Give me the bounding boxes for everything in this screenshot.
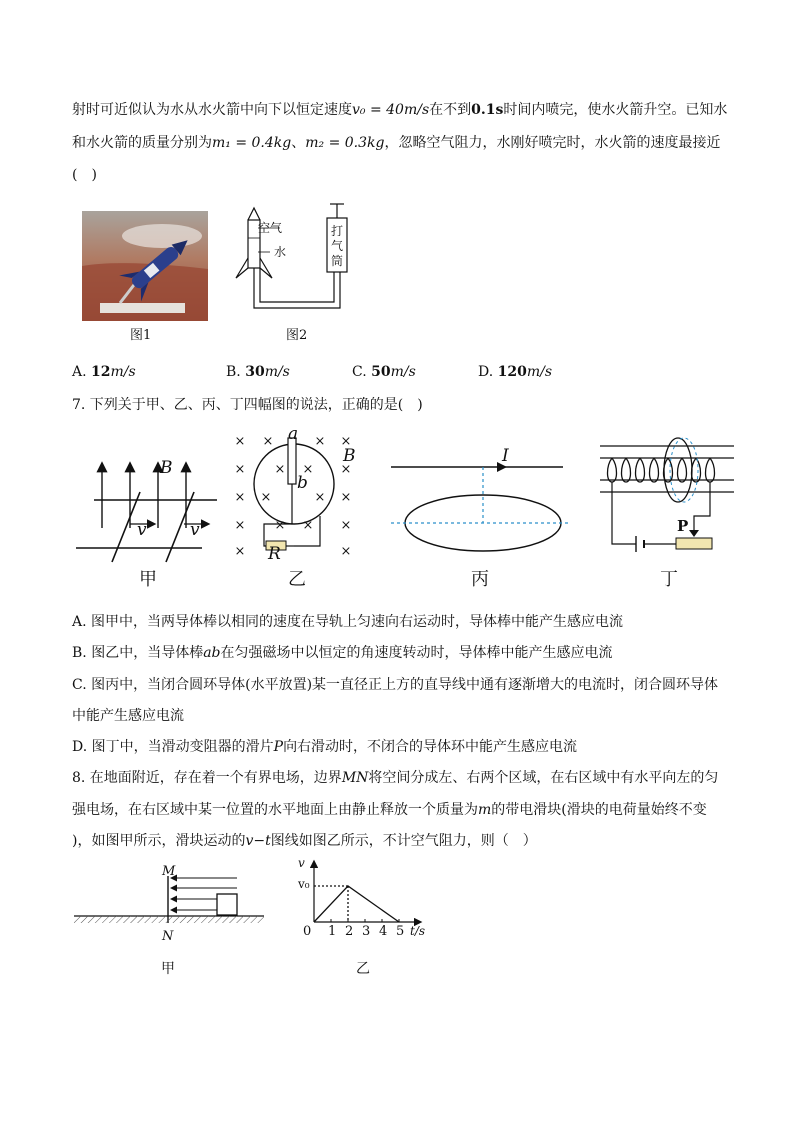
svg-text:×: ×	[234, 434, 246, 449]
q7-option-c-line1[interactable]: C. 图丙中，当闭合圆环导体(水平放置)某一直径正上方的直导线中通有逐渐增大的电流时，闭合圆环导体	[72, 677, 719, 693]
q6-option-b[interactable]: B. 30m/s	[226, 364, 290, 380]
caption-ding: 丁	[660, 569, 678, 590]
graph-tick-0: 0	[303, 924, 312, 939]
jia-label-B: B	[160, 458, 173, 478]
yi-label-a: a	[288, 424, 299, 444]
svg-text:×: ×	[340, 434, 352, 449]
q7-stem: 7. 下列关于甲、乙、丙、丁四幅图的说法，正确的是( )	[72, 397, 423, 413]
fig2-label-water: 水	[274, 245, 287, 259]
fig2-caption: 图2	[286, 328, 308, 343]
ding-label-P: P	[677, 517, 689, 535]
caption-jia: 甲	[139, 569, 157, 590]
graph-ylabel: v	[298, 856, 305, 870]
svg-text:×: ×	[260, 490, 272, 505]
svg-text:×: ×	[340, 518, 352, 533]
svg-text:×: ×	[302, 462, 314, 477]
graph-tick-3: 3	[362, 924, 371, 939]
q8-line2: 强电场，在右区域中某一位置的水平地面上由静止释放一个质量为m的带电滑块(滑块的电荷量始终不变	[72, 802, 707, 818]
fig2-label-pump-3: 筒	[331, 254, 344, 268]
graph-tick-4: 4	[379, 924, 388, 939]
q8-caption-yi: 乙	[356, 961, 370, 977]
q7-option-a[interactable]: A. 图甲中，当两导体棒以相同的速度在导轨上匀速向右运动时，导体棒中能产生感应电流	[72, 614, 624, 630]
q7-option-c-line2: 中能产生感应电流	[72, 708, 184, 724]
svg-text:×: ×	[234, 544, 246, 559]
figure-bing	[385, 445, 575, 565]
caption-yi: 乙	[288, 569, 306, 590]
graph-v0-label: v₀	[298, 877, 310, 891]
svg-text:×: ×	[234, 462, 246, 477]
q6-option-d[interactable]: D. 120m/s	[478, 364, 553, 380]
water-rocket-photo	[82, 211, 208, 321]
caption-bing: 丙	[471, 569, 489, 590]
svg-text:×: ×	[340, 490, 352, 505]
fig1-caption: 图1	[130, 328, 152, 343]
q6-option-a[interactable]: A. 12m/s	[72, 364, 136, 380]
q8-line3: )，如图甲所示，滑块运动的v−t图线如图乙所示，不计空气阻力，则（ ）	[72, 833, 537, 849]
fig2-label-air: 空气	[258, 221, 283, 235]
jia-label-v1: v	[137, 520, 147, 540]
svg-text:×: ×	[340, 544, 352, 559]
svg-text:×: ×	[302, 518, 314, 533]
yi-label-R: R	[268, 544, 281, 564]
q8-label-M: M	[162, 864, 176, 879]
graph-tick-1: 1	[328, 924, 337, 939]
yi-label-b: b	[297, 473, 308, 493]
q6-line2: 和水火箭的质量分别为m₁ = 0.4kg、m₂ = 0.3kg，忽略空气阻力，水刚好喷完时，水火箭的速度最接近	[72, 135, 721, 151]
svg-text:×: ×	[314, 490, 326, 505]
vt-polyline	[314, 886, 399, 922]
q7-option-b[interactable]: B. 图乙中，当导体棒ab在匀强磁场中以恒定的角速度转动时，导体棒中能产生感应电流	[72, 645, 613, 661]
fig2-label-pump-2: 气	[331, 239, 344, 253]
svg-text:×: ×	[274, 518, 286, 533]
svg-text:×: ×	[274, 462, 286, 477]
svg-text:×: ×	[234, 490, 246, 505]
q8-caption-jia: 甲	[161, 961, 175, 977]
svg-text:×: ×	[340, 462, 352, 477]
bing-label-I: I	[502, 446, 509, 466]
svg-text:×: ×	[314, 434, 326, 449]
svg-text:×: ×	[262, 434, 274, 449]
graph-xlabel: t/s	[410, 924, 426, 938]
yi-label-B: B	[343, 446, 356, 466]
svg-text:×: ×	[234, 518, 246, 533]
fig2-label-pump-1: 打	[331, 224, 344, 238]
q8-label-N: N	[162, 929, 174, 944]
jia-label-v2: v	[190, 520, 200, 540]
graph-tick-5: 5	[396, 924, 405, 939]
q7-option-d[interactable]: D. 图丁中，当滑动变阻器的滑片P向右滑动时，不闭合的导体环中能产生感应电流	[72, 739, 578, 755]
vt-line	[314, 886, 399, 922]
figure-ding	[596, 436, 736, 561]
q6-line1: 射时可近似认为水从水火箭中向下以恒定速度v₀ = 40m/s在不到0.1s时间内喷完，使水火箭升空。已知水	[72, 102, 728, 118]
figure-jia	[72, 428, 222, 568]
graph-tick-2: 2	[345, 924, 354, 939]
q6-answer-paren: ( )	[72, 167, 97, 183]
q8-line1: 8. 在地面附近，存在着一个有界电场，边界MN将空间分成左、右两个区域，在右区域中有水平向左的匀	[72, 770, 719, 786]
q6-option-c[interactable]: C. 50m/s	[352, 364, 416, 380]
q8-vt-graph	[296, 858, 426, 948]
